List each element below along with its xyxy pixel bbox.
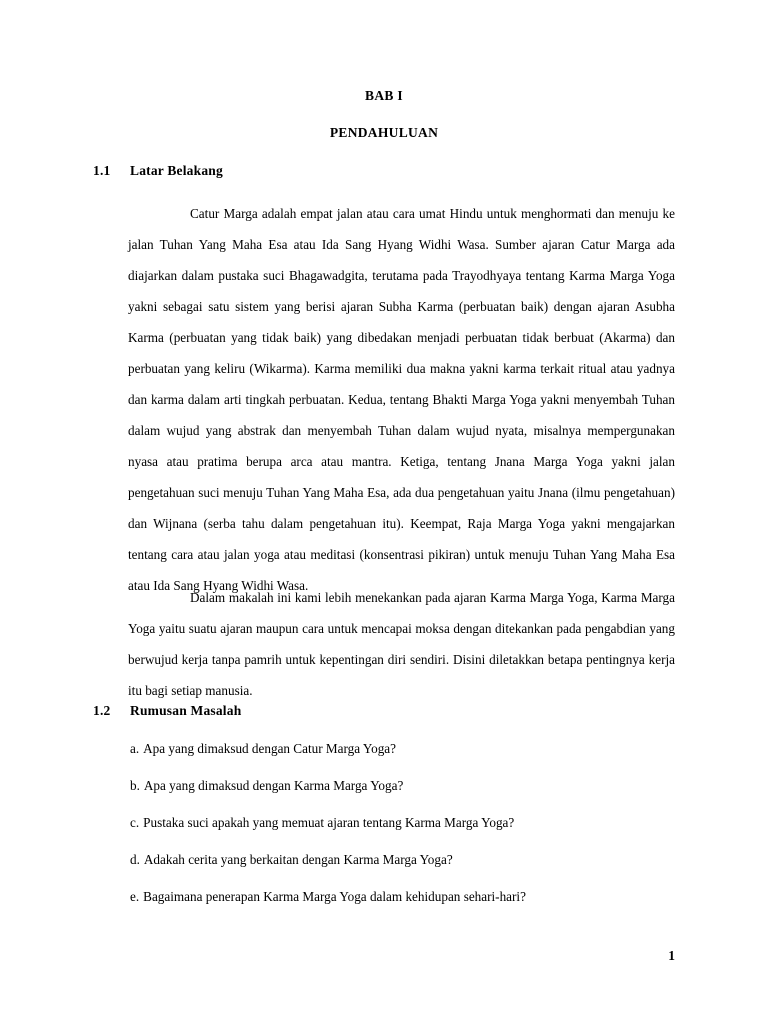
list-item-marker: d.	[130, 852, 140, 867]
list-item	[130, 888, 676, 925]
list-item-text: Pustaka suci apakah yang memuat ajaran tentang Karma Marga Yoga?	[143, 815, 515, 830]
list-item	[130, 740, 676, 777]
page-number: 1	[668, 948, 675, 963]
list-item-marker: a.	[130, 741, 140, 756]
list-item-text: Apa yang dimaksud dengan Karma Marga Yoga?	[143, 778, 404, 793]
section-heading-latar-belakang	[93, 163, 223, 179]
list-item-text: Bagaimana penerapan Karma Marga Yoga dalam kehidupan sehari-hari?	[143, 889, 526, 904]
list-item	[130, 777, 676, 814]
question-list	[130, 740, 676, 925]
list-item-marker: c.	[130, 815, 140, 830]
chapter-title: PENDAHULUAN	[329, 125, 439, 140]
paragraph-block-1	[128, 198, 682, 601]
section-number: 1.2	[93, 703, 111, 718]
paragraph-block-2	[128, 582, 679, 706]
list-item	[130, 851, 676, 888]
section-title: Rumusan Masalah	[130, 703, 242, 718]
section-number: 1.1	[93, 163, 111, 178]
section-title: Latar Belakang	[130, 163, 223, 178]
section-heading-rumusan-masalah	[93, 703, 241, 719]
paragraph: Dalam makalah ini kami lebih menekankan pada ajaran Karma Marga Yoga, Karma Marga Yoga yaitu suatu ajaran maupun cara untuk mencapai moksa dengan ditekankan pada pengabdian yang berwujud kerja tanpa pamrih untuk kepentingan diri sendiri. Disini diletakkan betapa pentingnya kerja itu bagi setiap manusia.	[128, 590, 679, 698]
list-item-text: Apa yang dimaksud dengan Catur Marga Yoga?	[143, 741, 396, 756]
list-item-text: Adakah cerita yang berkaitan dengan Karma Marga Yoga?	[143, 852, 453, 867]
list-item-marker: e.	[130, 889, 140, 904]
list-item-marker: b.	[130, 778, 140, 793]
chapter-label: BAB I	[365, 88, 403, 103]
paragraph: Catur Marga adalah empat jalan atau cara umat Hindu untuk menghormati dan menuju ke jalan Tuhan Yang Maha Esa atau Ida Sang Hyang Widhi Wasa. Sumber ajaran Catur Marga ada diajarkan dalam pustaka suci Bhagawadgita, terutama pada Trayodhyaya tentang Karma Marga Yoga yakni sebagai satu sistem yang berisi ajaran Subha Karma (perbuatan baik) dengan ajaran Asubha Karma (perbuatan yang tidak baik) yang dibedakan menjadi perbuatan tidak berbuat (Akarma) dan perbuatan yang keliru (Wikarma). Karma memiliki dua makna yakni karma terkait ritual atau yadnya dan karma dalam arti tingkah perbuatan. Kedua, tentang Bhakti Marga Yoga yakni menyembah Tuhan dalam wujud yang abstrak dan menyembah Tuhan dalam wujud nyata, misalnya mempergunakan nyasa atau pratima berupa arca atau mantra. Ketiga, tentang Jnana Marga Yoga yakni jalan pengetahuan suci menuju Tuhan Yang Maha Esa, ada dua pengetahuan yaitu Jnana (ilmu pengetahuan) dan Wijnana (serba tahu dalam pengetahuan itu). Keempat, Raja Marga Yoga yakni mengajarkan tentang cara atau jalan yoga atau meditasi (konsentrasi pikiran) untuk menuju Tuhan Yang Maha Esa atau Ida Sang Hyang Widhi Wasa.	[128, 206, 682, 593]
list-item	[130, 814, 676, 851]
